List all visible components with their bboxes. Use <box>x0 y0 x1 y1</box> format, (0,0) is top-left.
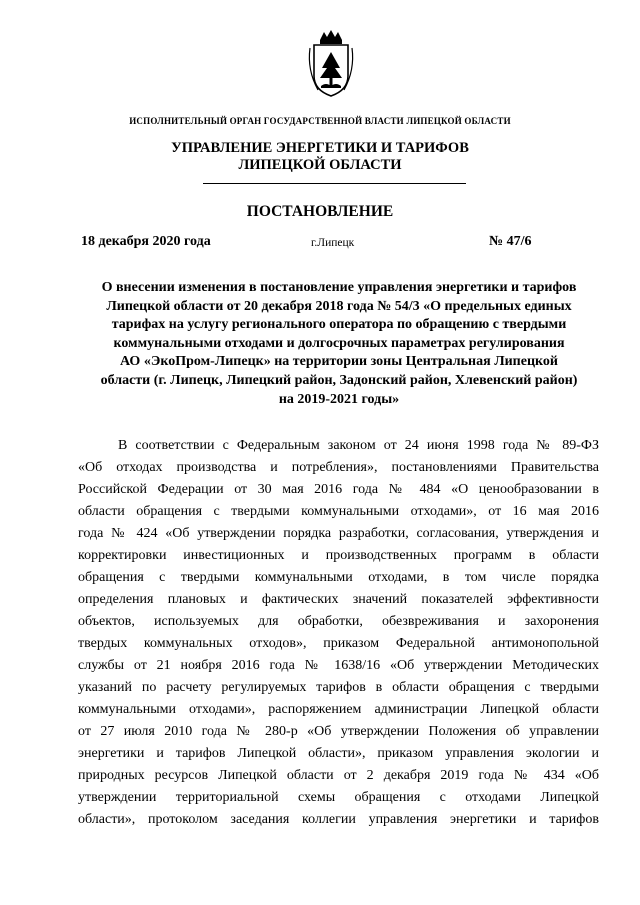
body-line: обращения с твердыми коммунальными отходами, в том числе порядка <box>78 570 599 585</box>
department-line-2: ЛИПЕЦКОЙ ОБЛАСТИ <box>238 157 402 173</box>
subject-line: О внесении изменения в постановление управления энергетики и тарифов <box>101 280 577 295</box>
body-line: В соответствии с Федеральным законом от 24 июня 1998 года № 89-ФЗ <box>118 438 599 453</box>
department-title <box>0 140 640 174</box>
body-paragraph <box>78 435 599 831</box>
issuing-authority: ИСПОЛНИТЕЛЬНЫЙ ОРГАН ГОСУДАРСТВЕННОЙ ВЛАСТИ ЛИПЕЦКОЙ ОБЛАСТИ <box>129 116 511 126</box>
subject-line: области (г. Липецк, Липецкий район, Задонский район, Хлевенский район) <box>100 372 578 388</box>
body-line: Российской Федерации от 30 мая 2016 года № 484 «О ценообразовании в <box>78 482 599 497</box>
body-line: корректировки инвестиционных и производственных программ в области <box>78 548 599 563</box>
subject-line: тарифах на услугу регионального оператора по обращению с твердыми <box>111 317 567 333</box>
body-line: твердых коммунальных отходов», приказом Федеральной антимонопольной <box>78 636 599 651</box>
body-line: указаний по расчету регулируемых тарифов в области обращения с твердыми <box>78 680 599 695</box>
body-line: «Об отходах производства и потребления», постановлениями Правительства <box>78 460 599 475</box>
body-line: энергетики и тарифов Липецкой области», приказом управления экологии и <box>78 746 599 761</box>
header-divider <box>203 183 466 184</box>
document-city: г.Липецк <box>311 237 355 249</box>
body-line: коммунальными отходами», распоряжением администрации Липецкой области <box>78 702 599 717</box>
body-line: определения плановых и фактических значений показателей эффективности <box>78 592 599 607</box>
document-subject <box>79 279 599 409</box>
body-line: объектов, используемых для обработки, обезвреживания и захоронения <box>78 614 599 629</box>
body-line: области», протоколом заседания коллегии управления энергетики и тарифов <box>78 812 599 827</box>
document-date: 18 декабря 2020 года <box>81 234 211 249</box>
subject-line: коммунальными отходами и долгосрочных параметрах регулирования <box>113 335 565 351</box>
subject-line: на 2019-2021 годы» <box>278 391 400 407</box>
subject-line: Липецкой области от 20 декабря 2018 года № 54/3 «О предельных единых <box>106 298 572 314</box>
body-line: утверждении территориальной схемы обращения с отходами Липецкой <box>78 790 599 805</box>
subject-line: АО «ЭкоПром-Липецк» на территории зоны Центральная Липецкой <box>120 354 558 370</box>
department-line-1: УПРАВЛЕНИЕ ЭНЕРГЕТИКИ И ТАРИФОВ <box>171 140 469 156</box>
document-number: № 47/6 <box>489 234 532 249</box>
document-type: ПОСТАНОВЛЕНИЕ <box>246 203 394 220</box>
body-line: года № 424 «Об утверждении порядка разработки, согласования, утверждения и <box>78 526 599 541</box>
coat-of-arms-icon <box>306 30 356 98</box>
body-line: службы от 21 ноября 2016 года № 1638/16 «Об утверждении Методических <box>78 658 599 673</box>
body-line: от 27 июля 2010 года № 280-р «Об утверждении Положения об управлении <box>78 724 599 739</box>
body-line: области обращения с твердыми коммунальными отходами», от 16 мая 2016 <box>78 504 599 519</box>
body-line: природных ресурсов Липецкой области от 2 декабря 2019 года № 434 «Об <box>78 768 599 783</box>
